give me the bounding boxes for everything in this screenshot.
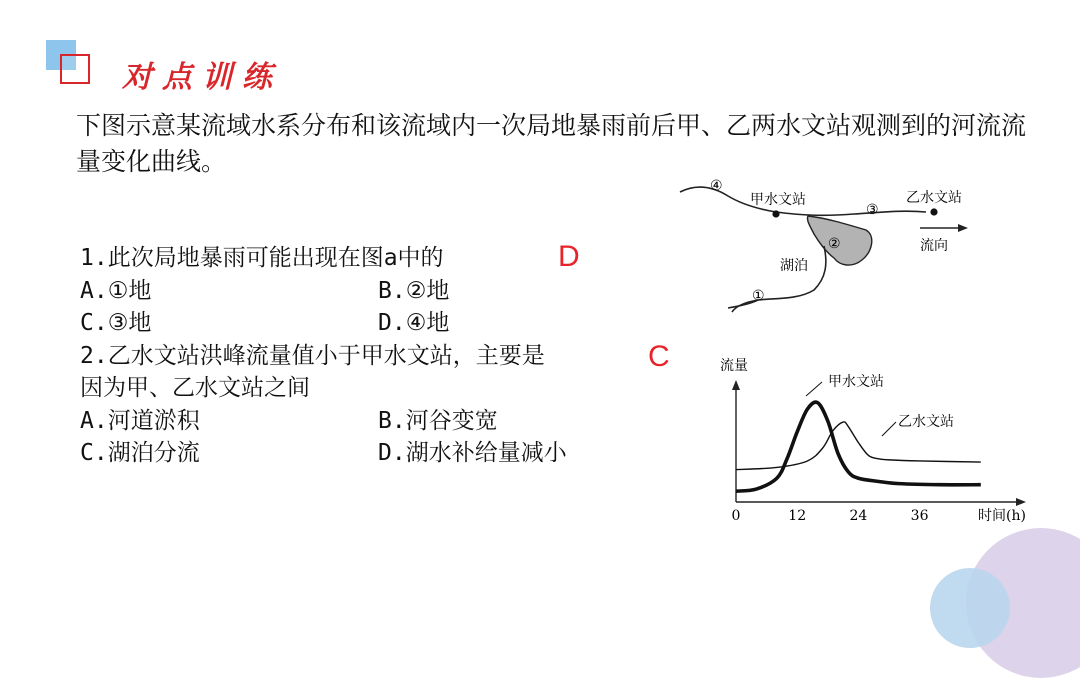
chart-ylabel: 流量 [720,358,748,374]
flow-arrow-head [958,224,968,232]
map-label-station-jia: 甲水文站 [750,192,806,208]
decor-circle-blue [930,568,1010,648]
question-1-option-a[interactable]: A.①地 [80,278,152,304]
map-label-station-yi: 乙水文站 [906,190,962,206]
tributary-river [732,246,826,312]
y-axis-arrow [732,380,740,390]
question-2-option-b[interactable]: B.河谷变宽 [378,408,498,434]
series-leader-1 [882,422,896,436]
question-2-option-d[interactable]: D.湖水补给量减小 [378,440,567,466]
station-jia-marker [772,210,779,217]
x-tick-label: 24 [849,508,868,524]
x-tick-label: 0 [731,508,741,524]
question-1-stem: 1.此次局地暴雨可能出现在图a中的 [80,245,444,271]
river-system-map [676,172,1012,322]
chart-xlabel: 时间(h) [978,508,1026,524]
question-2-stem-line2: 因为甲、乙水文站之间 [80,375,310,401]
x-tick-label: 36 [910,508,929,524]
x-axis-arrow [1016,498,1026,506]
x-tick-label: 12 [788,508,807,524]
question-1-answer: D [558,240,580,273]
station-yi-marker [930,208,937,215]
map-label-3: ③ [866,202,879,218]
question-2-answer: C [648,340,670,373]
decor-square-red-outline [60,54,90,84]
question-2-option-c[interactable]: C.湖泊分流 [80,440,200,466]
series-leader-0 [806,382,822,396]
series-label-0: 甲水文站 [828,374,884,390]
intro-text: 下图示意某流域水系分布和该流域内一次局地暴雨前后甲、乙两水文站观测到的河流流量变化曲线。 [76,111,1027,176]
question-2-stem-line1: 2.乙水文站洪峰流量值小于甲水文站，主要是 [80,343,545,369]
discharge-chart [712,348,1042,528]
question-1-option-c[interactable]: C.③地 [80,310,152,336]
page-title: 对点训练 [122,60,282,95]
map-label-1: ① [752,288,765,304]
title-decoration [46,40,98,86]
question-1-option-b[interactable]: B.②地 [378,278,450,304]
map-label-4: ④ [710,178,723,194]
map-label-flow: 流向 [920,238,948,254]
question-2-option-a[interactable]: A.河道淤积 [80,408,200,434]
map-label-lake: 湖泊 [780,258,808,274]
series-label-1: 乙水文站 [898,414,954,430]
map-label-2: ② [828,236,841,252]
question-1-option-d[interactable]: D.④地 [378,310,450,336]
